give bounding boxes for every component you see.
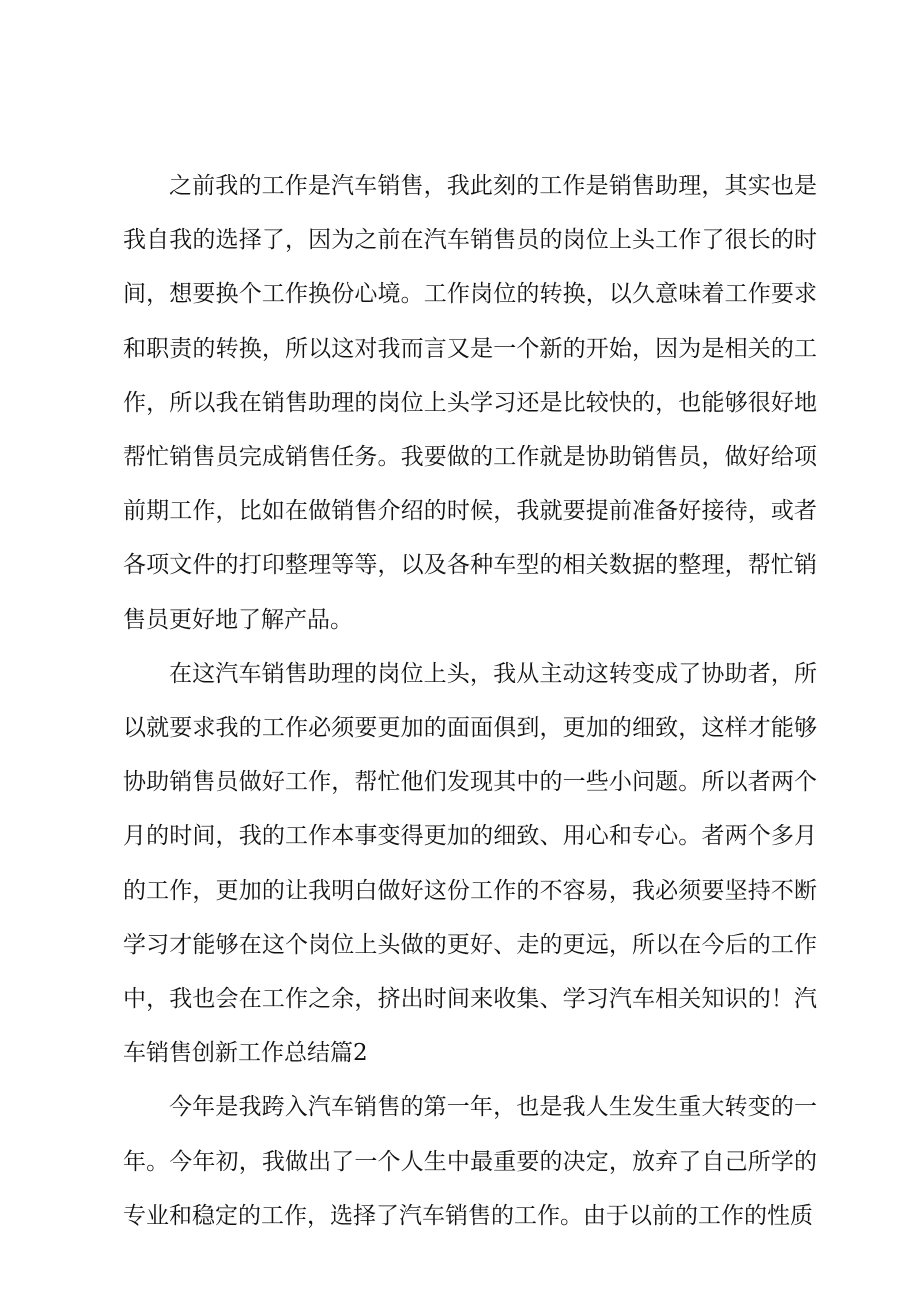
paragraph-2: 在这汽车销售助理的岗位上头，我从主动这转变成了协助者，所以就要求我的工作必须要更加的面面俱到，更加的细致，这样才能够协助销售员做好工作，帮忙他们发现其中的一些小问题。所以者两个月的时间，我的工作本事变得更加的细致、用心和专心。者两个多月的工作，更加的让我明白做好这份工作的不容易，我必须要坚持不断学习才能够在这个岗位上头做的更好、走的更远，所以在今后的工作中，我也会在工作之余，挤出时间来收集、学习汽车相关知识的！汽车销售创新工作总结篇2 (123, 660, 817, 1067)
paragraph-1: 之前我的工作是汽车销售，我此刻的工作是销售助理，其实也是我自我的选择了，因为之前在汽车销售员的岗位上头工作了很长的时间，想要换个工作换份心境。工作岗位的转换，以久意味着工作要求和职责的转换，所以这对我而言又是一个新的开始，因为是相关的工作，所以我在销售助理的岗位上头学习还是比较快的，也能够很好地帮忙销售员完成销售任务。我要做的工作就是协助销售员，做好给项前期工作，比如在做销售介绍的时候，我就要提前准备好接待，或者各项文件的打印整理等等，以及各种车型的相关数据的整理，帮忙销售员更好地了解产品。 (123, 173, 817, 633)
paragraph-3: 今年是我跨入汽车销售的第一年，也是我人生发生重大转变的一年。今年初，我做出了一个人生中最重要的决定，放弃了自己所学的专业和稳定的工作，选择了汽车销售的工作。由于以前的工作的性质 (123, 1094, 817, 1229)
document-body (123, 159, 817, 1243)
